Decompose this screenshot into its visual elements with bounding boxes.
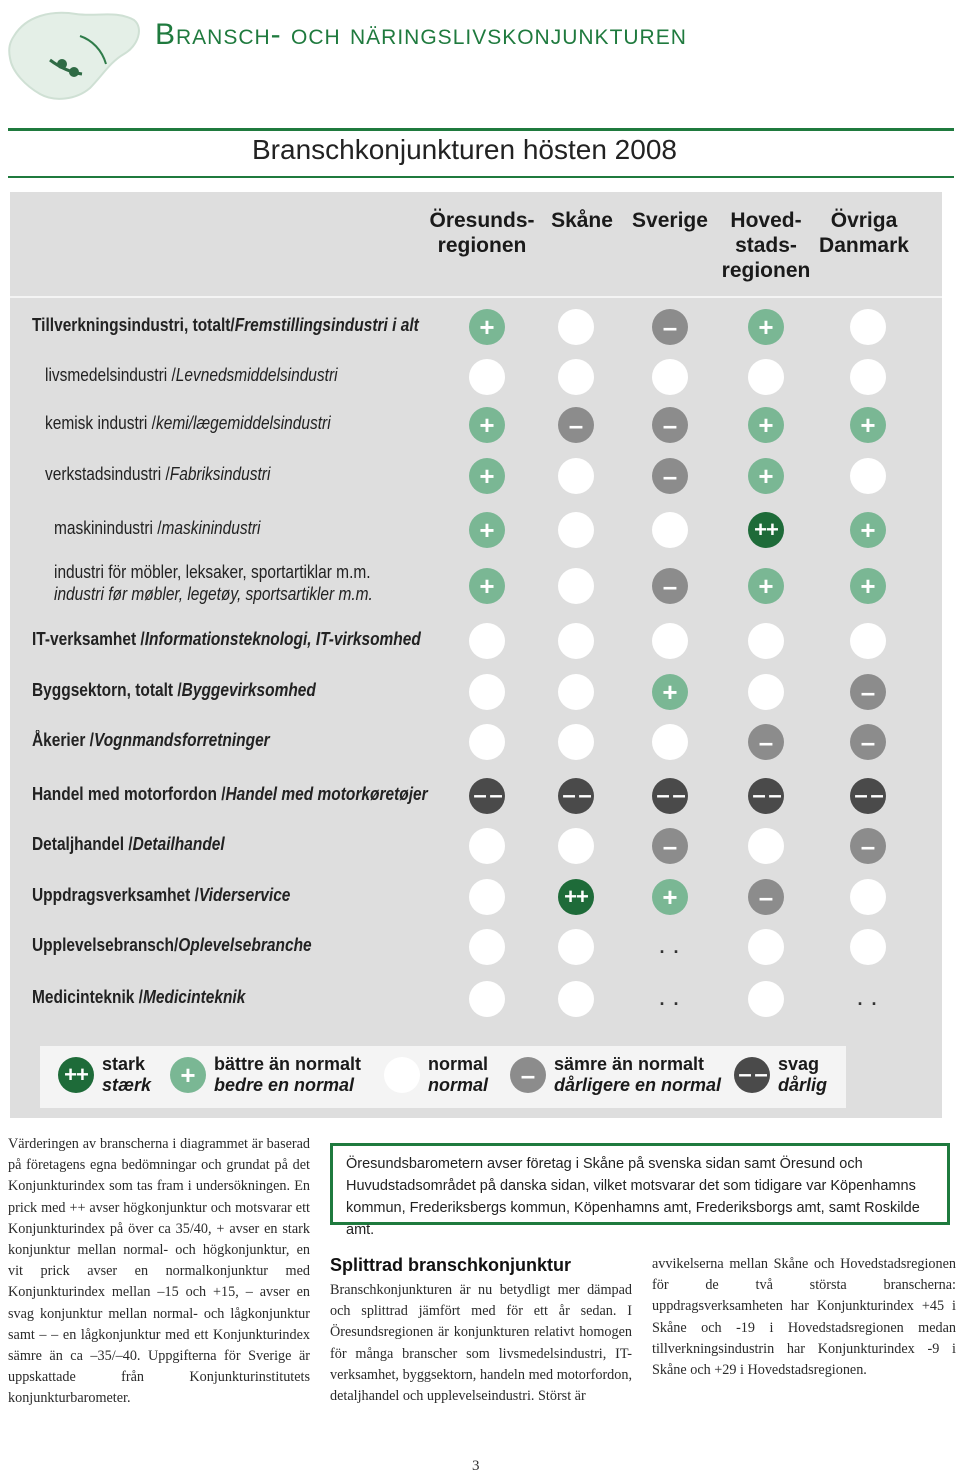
rating-dot-sverige: + xyxy=(652,879,688,915)
rating-dot-ovriga: . . xyxy=(857,989,879,1009)
legend-item-weak xyxy=(734,1054,827,1096)
row-label xyxy=(45,365,338,386)
rating-dot-hovedstad: – xyxy=(748,724,784,760)
rating-dot-sverige: . . xyxy=(659,937,681,957)
legend-label-danish: stærk xyxy=(102,1075,152,1095)
legend-label-danish: normal xyxy=(428,1075,489,1095)
legend-label-danish: dårligere en normal xyxy=(554,1075,722,1095)
rating-dot-ovriga xyxy=(850,929,886,965)
column-header-sverige: Sverige xyxy=(632,209,708,232)
section-title: Branschkonjunkturen hösten 2008 xyxy=(252,134,677,165)
legend-label-swedish: bättre än normalt xyxy=(214,1054,362,1074)
rating-dot-hovedstad xyxy=(748,674,784,710)
article-text-column-2: avvikelserna mellan Skåne och Hovedstadsregionen för de två största branscherna: uppdragsverksamheten har Konjunkturindex +45 i Skåne och -19 i Hovedstadsregionen medan tillverkningsindustrin har Konjunkturindex -9 i Skåne och +29 i Hovedstadsregionen. xyxy=(652,1256,956,1379)
rating-dot-oresund xyxy=(469,359,505,395)
rating-dot-hovedstad: – xyxy=(748,879,784,915)
legend-dot-better: + xyxy=(170,1057,206,1093)
legend-text xyxy=(428,1054,488,1096)
rating-dot-skane xyxy=(558,359,594,395)
row-label xyxy=(32,935,312,956)
rating-dot-oresund: + xyxy=(469,407,505,443)
rating-dot-skane xyxy=(558,568,594,604)
row-label-danish: Fremstillingsindustri i alt xyxy=(234,315,419,335)
rating-dot-skane xyxy=(558,623,594,659)
rating-dot-ovriga xyxy=(850,458,886,494)
info-box-text: Öresundsbarometern avser företag i Skåne på svenska sidan samt Öresund och Huvudstadsområdet på danska sidan, vilket motsvarar det som tidigare var Köpenhamns kommun, Frederiksbergs kommun, Köpenhamns amt, Frederiksborgs amt, samt Roskilde amt. xyxy=(346,1156,920,1238)
legend-label-swedish: svag xyxy=(778,1054,820,1074)
rating-dot-ovriga xyxy=(850,359,886,395)
rating-dot-hovedstad: + xyxy=(748,458,784,494)
column-header-oresund: Öresunds- regionen xyxy=(429,209,535,257)
rating-dot-skane xyxy=(558,981,594,1017)
rating-dot-oresund xyxy=(469,929,505,965)
row-label-danish: Medicinteknik xyxy=(142,987,246,1007)
row-label-danish: Vognmandsforretninger xyxy=(93,730,270,750)
row-label xyxy=(45,464,270,485)
row-label-swedish: Uppdragsverksamhet / xyxy=(32,885,199,905)
rating-dot-sverige xyxy=(652,359,688,395)
row-label-danish: Detailhandel xyxy=(132,834,225,854)
row-label-danish: Levnedsmiddelsindustri xyxy=(175,365,338,385)
rating-dot-sverige xyxy=(652,623,688,659)
legend-text xyxy=(214,1054,361,1096)
row-label-swedish: Åkerier / xyxy=(32,730,94,750)
rating-dot-sverige: – xyxy=(652,407,688,443)
legend-text xyxy=(554,1054,721,1096)
rating-dot-hovedstad xyxy=(748,981,784,1017)
row-label-swedish: kemisk industri / xyxy=(45,413,156,433)
row-label-danish-text: industri før møbler, legetøy, sportsartikler m.m. xyxy=(54,584,373,604)
legend-dot-strong: ++ xyxy=(58,1057,94,1093)
rating-dot-oresund: + xyxy=(469,309,505,345)
row-label xyxy=(32,784,428,805)
row-label-danish: kemi/lægemiddelsindustri xyxy=(155,413,331,433)
rating-dot-ovriga: – – xyxy=(850,778,886,814)
rating-dot-skane xyxy=(558,674,594,710)
row-label-danish: Informationsteknologi, IT-virksomhed xyxy=(144,629,421,649)
article-heading: Splittrad branschkonjunktur xyxy=(330,1255,572,1275)
header-rule xyxy=(8,128,954,131)
rating-dot-oresund xyxy=(469,623,505,659)
legend-item-normal xyxy=(384,1054,488,1096)
methodology-text: Värderingen av branscherna i diagrammet är baserad på företagens egna bedömningar och grundat på det Konjunkturindex som tas fram i undersökningen. En prick med ++ avser högkonjunktur och motsvarar ett Konjunkturindex på över ca 35/40, + avser en stark konjunktur mellan normal- och högkonjunktur, en vit prick avser en normalkonjunktur med Konjunkturindex mellan –15 och +15, – avser en svag konjunktur mellan normal- och lågkonjunktur samt – – en lågkonjunktur med ett Konjunkturindex sämre än ca –35/–40. Uppgifterna för Sverige är uppskattade från Konjunkturinstitutets konjunkturbarometer. xyxy=(8,1136,310,1407)
row-label-swedish: Upplevelsebransch/ xyxy=(32,935,179,955)
rating-dot-sverige: + xyxy=(652,674,688,710)
row-label-danish xyxy=(54,584,373,605)
rating-dot-skane xyxy=(558,309,594,345)
legend xyxy=(40,1046,846,1108)
row-label-swedish: Byggsektorn, totalt / xyxy=(32,680,182,700)
row-label-danish: Byggevirksomhed xyxy=(181,680,316,700)
legend-dot-weak: – – xyxy=(734,1057,770,1093)
rating-dot-oresund xyxy=(469,724,505,760)
rating-dot-skane xyxy=(558,458,594,494)
rating-dot-ovriga: + xyxy=(850,568,886,604)
row-label xyxy=(32,680,316,701)
row-label-swedish: Detaljhandel / xyxy=(32,834,133,854)
rating-dot-skane xyxy=(558,512,594,548)
row-label-swedish: Medicinteknik / xyxy=(32,987,143,1007)
rating-dot-hovedstad: + xyxy=(748,407,784,443)
article-text-column-1: Branschkonjunkturen är nu betydligt mer dämpad och splittrad jämfört med för ett år sedan. I Öresundsregionen är konjunkturen relativt homogen för många branscher som livsmedelsindustri, IT-verksamhet, byggsektorn, handeln med motorfordon, detaljhandel och upplevelseindustri. Störst är xyxy=(330,1282,632,1405)
rating-dot-oresund xyxy=(469,674,505,710)
rating-dot-sverige: – xyxy=(652,568,688,604)
rating-dot-ovriga xyxy=(850,879,886,915)
rating-dot-skane xyxy=(558,929,594,965)
rating-dot-ovriga xyxy=(850,623,886,659)
row-label-danish: Oplevelsebranche xyxy=(178,935,312,955)
rating-dot-oresund: + xyxy=(469,568,505,604)
row-label-danish: Fabriksindustri xyxy=(169,464,271,484)
column-header-skane: Skåne xyxy=(551,209,613,232)
rating-dot-skane: ++ xyxy=(558,879,594,915)
row-label xyxy=(32,885,290,906)
legend-item-worse xyxy=(510,1054,721,1096)
row-label xyxy=(32,834,225,855)
row-label xyxy=(45,413,331,434)
rating-dot-skane: – xyxy=(558,407,594,443)
rating-dot-hovedstad: + xyxy=(748,568,784,604)
row-label xyxy=(32,730,270,751)
legend-label-swedish: stark xyxy=(102,1054,146,1074)
rating-dot-hovedstad: – – xyxy=(748,778,784,814)
section-rule xyxy=(8,176,954,178)
rating-dot-sverige: – xyxy=(652,309,688,345)
row-label-swedish: Handel med motorfordon / xyxy=(32,784,226,804)
legend-label-swedish: normal xyxy=(428,1054,489,1074)
row-label-swedish: IT-verksamhet / xyxy=(32,629,145,649)
row-label-danish: Handel med motorkøretøjer xyxy=(225,784,428,804)
rating-dot-skane xyxy=(558,828,594,864)
rating-dot-ovriga: – xyxy=(850,724,886,760)
row-label xyxy=(54,518,260,539)
header-divider xyxy=(10,296,942,298)
legend-label-danish: bedre en normal xyxy=(214,1075,355,1095)
row-label-swedish: maskinindustri / xyxy=(54,518,162,538)
rating-dot-sverige xyxy=(652,724,688,760)
column-header-hovedstad: Hoved- stads- regionen xyxy=(721,209,811,282)
rating-dot-oresund xyxy=(469,828,505,864)
legend-dot-normal xyxy=(384,1057,420,1093)
rating-dot-hovedstad: ++ xyxy=(748,512,784,548)
rating-dot-hovedstad xyxy=(748,623,784,659)
row-label-swedish: verkstadsindustri / xyxy=(45,464,170,484)
row-label-danish: maskinindustri xyxy=(161,518,261,538)
rating-dot-skane xyxy=(558,724,594,760)
rating-dot-hovedstad xyxy=(748,929,784,965)
row-label xyxy=(32,315,419,336)
rating-dot-sverige: – xyxy=(652,458,688,494)
rating-dot-sverige: – – xyxy=(652,778,688,814)
rating-dot-ovriga xyxy=(850,309,886,345)
rating-dot-oresund xyxy=(469,879,505,915)
rating-dot-ovriga: + xyxy=(850,512,886,548)
rating-dot-ovriga: – xyxy=(850,674,886,710)
row-label-swedish: Tillverkningsindustri, totalt/ xyxy=(32,315,235,335)
rating-dot-oresund: – – xyxy=(469,778,505,814)
row-label-danish: Viderservice xyxy=(198,885,291,905)
page-number: 3 xyxy=(472,1458,480,1474)
rating-dot-oresund: + xyxy=(469,512,505,548)
legend-dot-worse: – xyxy=(510,1057,546,1093)
legend-label-danish: dårlig xyxy=(778,1075,828,1095)
rating-dot-sverige xyxy=(652,512,688,548)
rating-dot-ovriga: – xyxy=(850,828,886,864)
legend-text xyxy=(778,1054,827,1096)
legend-text xyxy=(102,1054,151,1096)
rating-dot-hovedstad: + xyxy=(748,309,784,345)
page-header-title: Bransch- och näringslivskonjunkturen xyxy=(155,18,687,51)
rating-dot-ovriga: + xyxy=(850,407,886,443)
rating-dot-oresund: + xyxy=(469,458,505,494)
legend-label-swedish: sämre än normalt xyxy=(554,1054,705,1074)
row-label-swedish: livsmedelsindustri / xyxy=(45,365,176,385)
region-map-logo xyxy=(6,6,146,106)
rating-dot-hovedstad xyxy=(748,828,784,864)
row-label xyxy=(32,629,421,650)
rating-dot-skane: – – xyxy=(558,778,594,814)
legend-item-strong xyxy=(58,1054,151,1096)
rating-dot-hovedstad xyxy=(748,359,784,395)
row-label: industri för möbler, leksaker, sportartiklar m.m. xyxy=(54,562,371,582)
column-header-ovriga: Övriga Danmark xyxy=(819,209,909,257)
rating-dot-oresund xyxy=(469,981,505,1017)
rating-dot-sverige: . . xyxy=(659,989,681,1009)
rating-dot-sverige: – xyxy=(652,828,688,864)
row-label xyxy=(32,987,245,1008)
legend-item-better xyxy=(170,1054,361,1096)
